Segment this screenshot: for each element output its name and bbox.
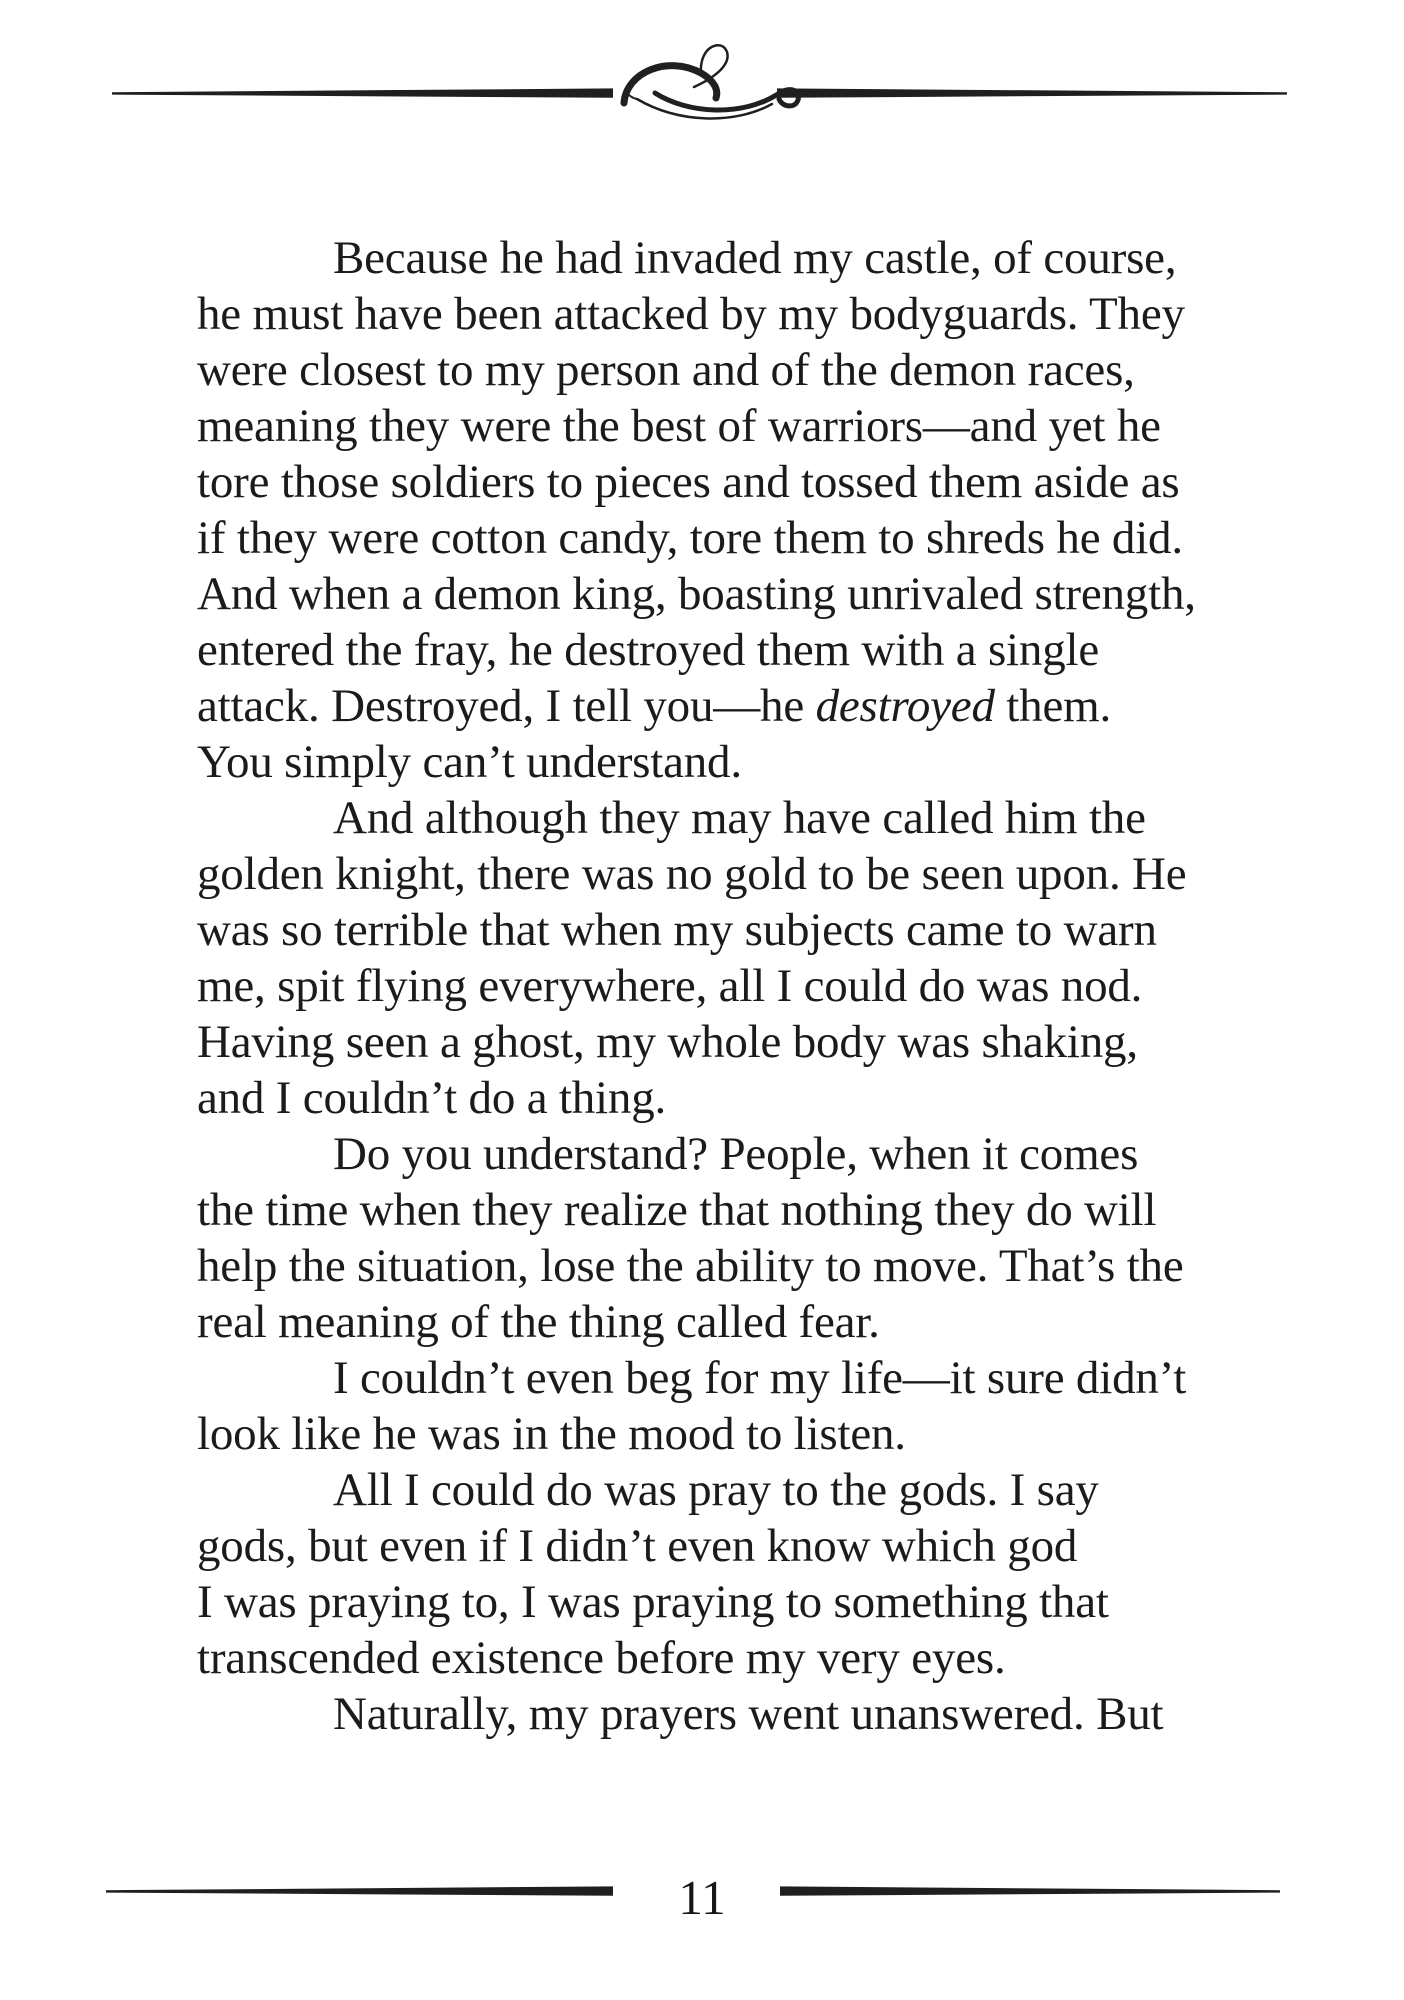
text-segment: And although they may have called him the — [333, 792, 1146, 844]
text-line — [197, 1574, 1207, 1630]
text-line — [197, 790, 1207, 846]
page-number: 11 — [678, 1870, 726, 1925]
header-rule-right — [777, 88, 1287, 97]
text-line — [197, 1238, 1207, 1294]
text-line — [197, 734, 1207, 790]
text-segment: were closest to my person and of the demon races, — [197, 344, 1135, 396]
text-line — [197, 1406, 1207, 1462]
text-line — [197, 510, 1207, 566]
text-line — [197, 1182, 1207, 1238]
text-segment: tore those soldiers to pieces and tossed them aside as — [197, 456, 1180, 508]
text-line — [197, 902, 1207, 958]
paragraph — [197, 790, 1207, 1126]
paragraph — [197, 1462, 1207, 1686]
text-segment: Do you understand? People, when it comes — [333, 1128, 1139, 1180]
body-text — [197, 230, 1207, 1742]
text-segment: he must have been attacked by my bodyguards. They — [197, 288, 1185, 340]
header-rule — [0, 0, 1404, 150]
text-line — [197, 622, 1207, 678]
text-segment: I couldn’t even beg for my life—it sure didn’t — [333, 1352, 1187, 1404]
text-segment: transcended existence before my very eyes. — [197, 1632, 1006, 1684]
text-line — [197, 454, 1207, 510]
text-line — [197, 1518, 1207, 1574]
text-line — [197, 1462, 1207, 1518]
text-segment: attack. Destroyed, I tell you—he — [197, 680, 816, 732]
text-segment: golden knight, there was no gold to be seen upon. He — [197, 848, 1187, 900]
text-line — [197, 846, 1207, 902]
text-line — [197, 1630, 1207, 1686]
text-segment: real meaning of the thing called fear. — [197, 1296, 880, 1348]
text-segment: look like he was in the mood to listen. — [197, 1408, 906, 1460]
header-rule-left — [112, 88, 613, 97]
text-segment: Because he had invaded my castle, of course, — [333, 232, 1177, 284]
text-line — [197, 286, 1207, 342]
text-segment: Having seen a ghost, my whole body was shaking, — [197, 1016, 1138, 1068]
text-segment: You simply can’t understand. — [197, 736, 742, 788]
paragraph — [197, 1686, 1207, 1742]
text-line — [197, 1350, 1207, 1406]
text-line — [197, 678, 1207, 734]
text-line — [197, 230, 1207, 286]
text-segment: was so terrible that when my subjects came to warn — [197, 904, 1157, 956]
header-flourish-icon — [624, 45, 798, 118]
text-segment: And when a demon king, boasting unrivaled strength, — [197, 568, 1196, 620]
text-segment: I was praying to, I was praying to something that — [197, 1576, 1109, 1628]
paragraph — [197, 1350, 1207, 1462]
text-line — [197, 342, 1207, 398]
text-segment: and I couldn’t do a thing. — [197, 1072, 667, 1124]
text-segment: if they were cotton candy, tore them to shreds he did. — [197, 512, 1183, 564]
paragraph — [197, 1126, 1207, 1350]
paragraph — [197, 230, 1207, 790]
text-line — [197, 1070, 1207, 1126]
text-line — [197, 1294, 1207, 1350]
text-segment: gods, but even if I didn’t even know which god — [197, 1520, 1078, 1572]
text-segment: the time when they realize that nothing they do will — [197, 1184, 1157, 1236]
text-segment: Naturally, my prayers went unanswered. But — [333, 1688, 1164, 1740]
text-line — [197, 1126, 1207, 1182]
text-line — [197, 1686, 1207, 1742]
text-line — [197, 566, 1207, 622]
text-segment: entered the fray, he destroyed them with a single — [197, 624, 1100, 676]
text-segment: All I could do was pray to the gods. I say — [333, 1464, 1099, 1516]
text-line — [197, 958, 1207, 1014]
text-segment: meaning they were the best of warriors—and yet he — [197, 400, 1161, 452]
text-line — [197, 1014, 1207, 1070]
emphasized-text: destroyed — [815, 680, 995, 732]
text-segment: me, spit flying everywhere, all I could do was nod. — [197, 960, 1143, 1012]
text-line — [197, 398, 1207, 454]
text-segment: them. — [994, 680, 1112, 732]
text-segment: help the situation, lose the ability to move. That’s the — [197, 1240, 1184, 1292]
